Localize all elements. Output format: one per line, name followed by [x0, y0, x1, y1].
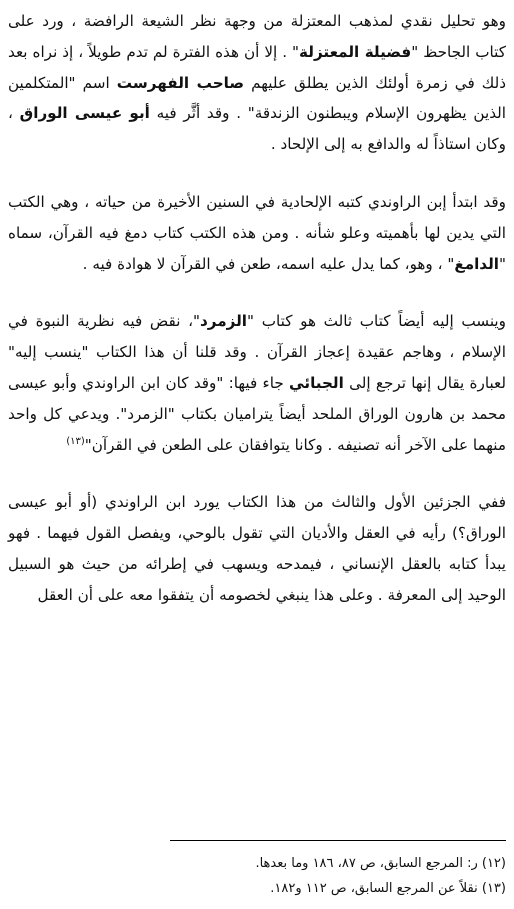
- p1-text-1: وهو تحليل نقدي لمذهب المعتزلة من وجهة نظر الشيعة الرافضة ، ورد على كتاب الجاحظ ": [8, 12, 506, 61]
- name-abu-isa-al-warraq: أبو عيسى الوراق: [19, 104, 150, 123]
- paragraph-1: [8, 6, 506, 160]
- p3-text-3: جاء فيها: "وقد كان ابن الراوندي وأبو عيسى محمد بن هارون الوراق الملحد أيضاً يترامیان بكتاب "الزمرد". ويدعي كل واحد منهما على الآخر أنه تصنيفه . وكانا يتوافقان على الطعن في القرآن": [8, 373, 506, 454]
- page-body: [8, 6, 506, 611]
- p1-text-2: " . إلا أن هذه الفترة لم تدم طويلاً ، إذ نراه بعد ذلك في زمرة أولئك الذين يطلق عليهم: [8, 42, 506, 92]
- footnote-divider: [170, 840, 506, 841]
- footnote-12: (١٢) ر: المرجع السابق، ص ٨٧، ١٨٦ وما بعدها.: [255, 856, 506, 871]
- footnote-13: (١٣) نقلاً عن المرجع السابق، ص ١١٢ و١٨٢.: [270, 881, 506, 896]
- p1-text-4: ، وكان استاذاً له والدافع به إلى الإلحاد .: [8, 104, 506, 154]
- book-title-fadilat-al-mutazila: فضيلة المعتزلة: [299, 42, 412, 61]
- p2-text-1: وقد ابتدأ إبن الراوندي كتبه الإلحادية في السنين الأخيرة من حياته ، وهي الكتب التي يدين لها بأهميته وعلو شأنه . ومن هذه الكتب كتاب دمغ فيه القرآن، سماه ": [8, 192, 506, 273]
- p4-text-1: ففي الجزئين الأول والثالث من هذا الكتاب يورد ابن الراوندي (أو أبو عيسى الوراق؟) رأيه في العقل والأديان التي تقول بالوحي، ويفصل القول فيهما . فهو يبدأ كتابه بالعقل الإنساني ، فيمدحه ويسهب في إطرائه من حيث هو السبيل الوحيد إلى المعرفة . وعلى هذا ينبغي لخصومه أن يتفقوا معه على أن العقل: [8, 493, 506, 604]
- book-title-al-damigh: الدامغ: [454, 254, 499, 273]
- p2-text-2: " ، وهو، كما يدل عليه اسمه، طعن في القرآن لا هوادة فيه .: [82, 254, 455, 273]
- p3-text-2: "، نقض فيه نظرية النبوة في الإسلام ، وهاجم عقيدة إعجاز القرآن . وقد قلنا أن هذا الكتاب "ينسب إليه" لعبارة يقال إنها ترجع إلى: [8, 312, 506, 392]
- footnote-ref-13[interactable]: (١٣): [66, 435, 85, 447]
- book-title-al-zumurrud: الزمرد: [200, 312, 248, 331]
- p3-text-1: وينسب إليه أيضاً كتاب ثالث هو كتاب ": [247, 312, 506, 331]
- paragraph-3: [8, 306, 506, 460]
- paragraph-2: [8, 187, 506, 279]
- p1-text-3: اسم "المتكلمين الذين يظهرون الإسلام ويبطنون الزندقة" . وقد أثَّر فيه: [8, 73, 507, 123]
- footnotes: [8, 851, 506, 901]
- author-sahib-al-fihrist: صاحب الفهرست: [116, 73, 245, 92]
- paragraph-4: [8, 487, 506, 610]
- name-al-jubbai: الجبائي: [289, 373, 344, 392]
